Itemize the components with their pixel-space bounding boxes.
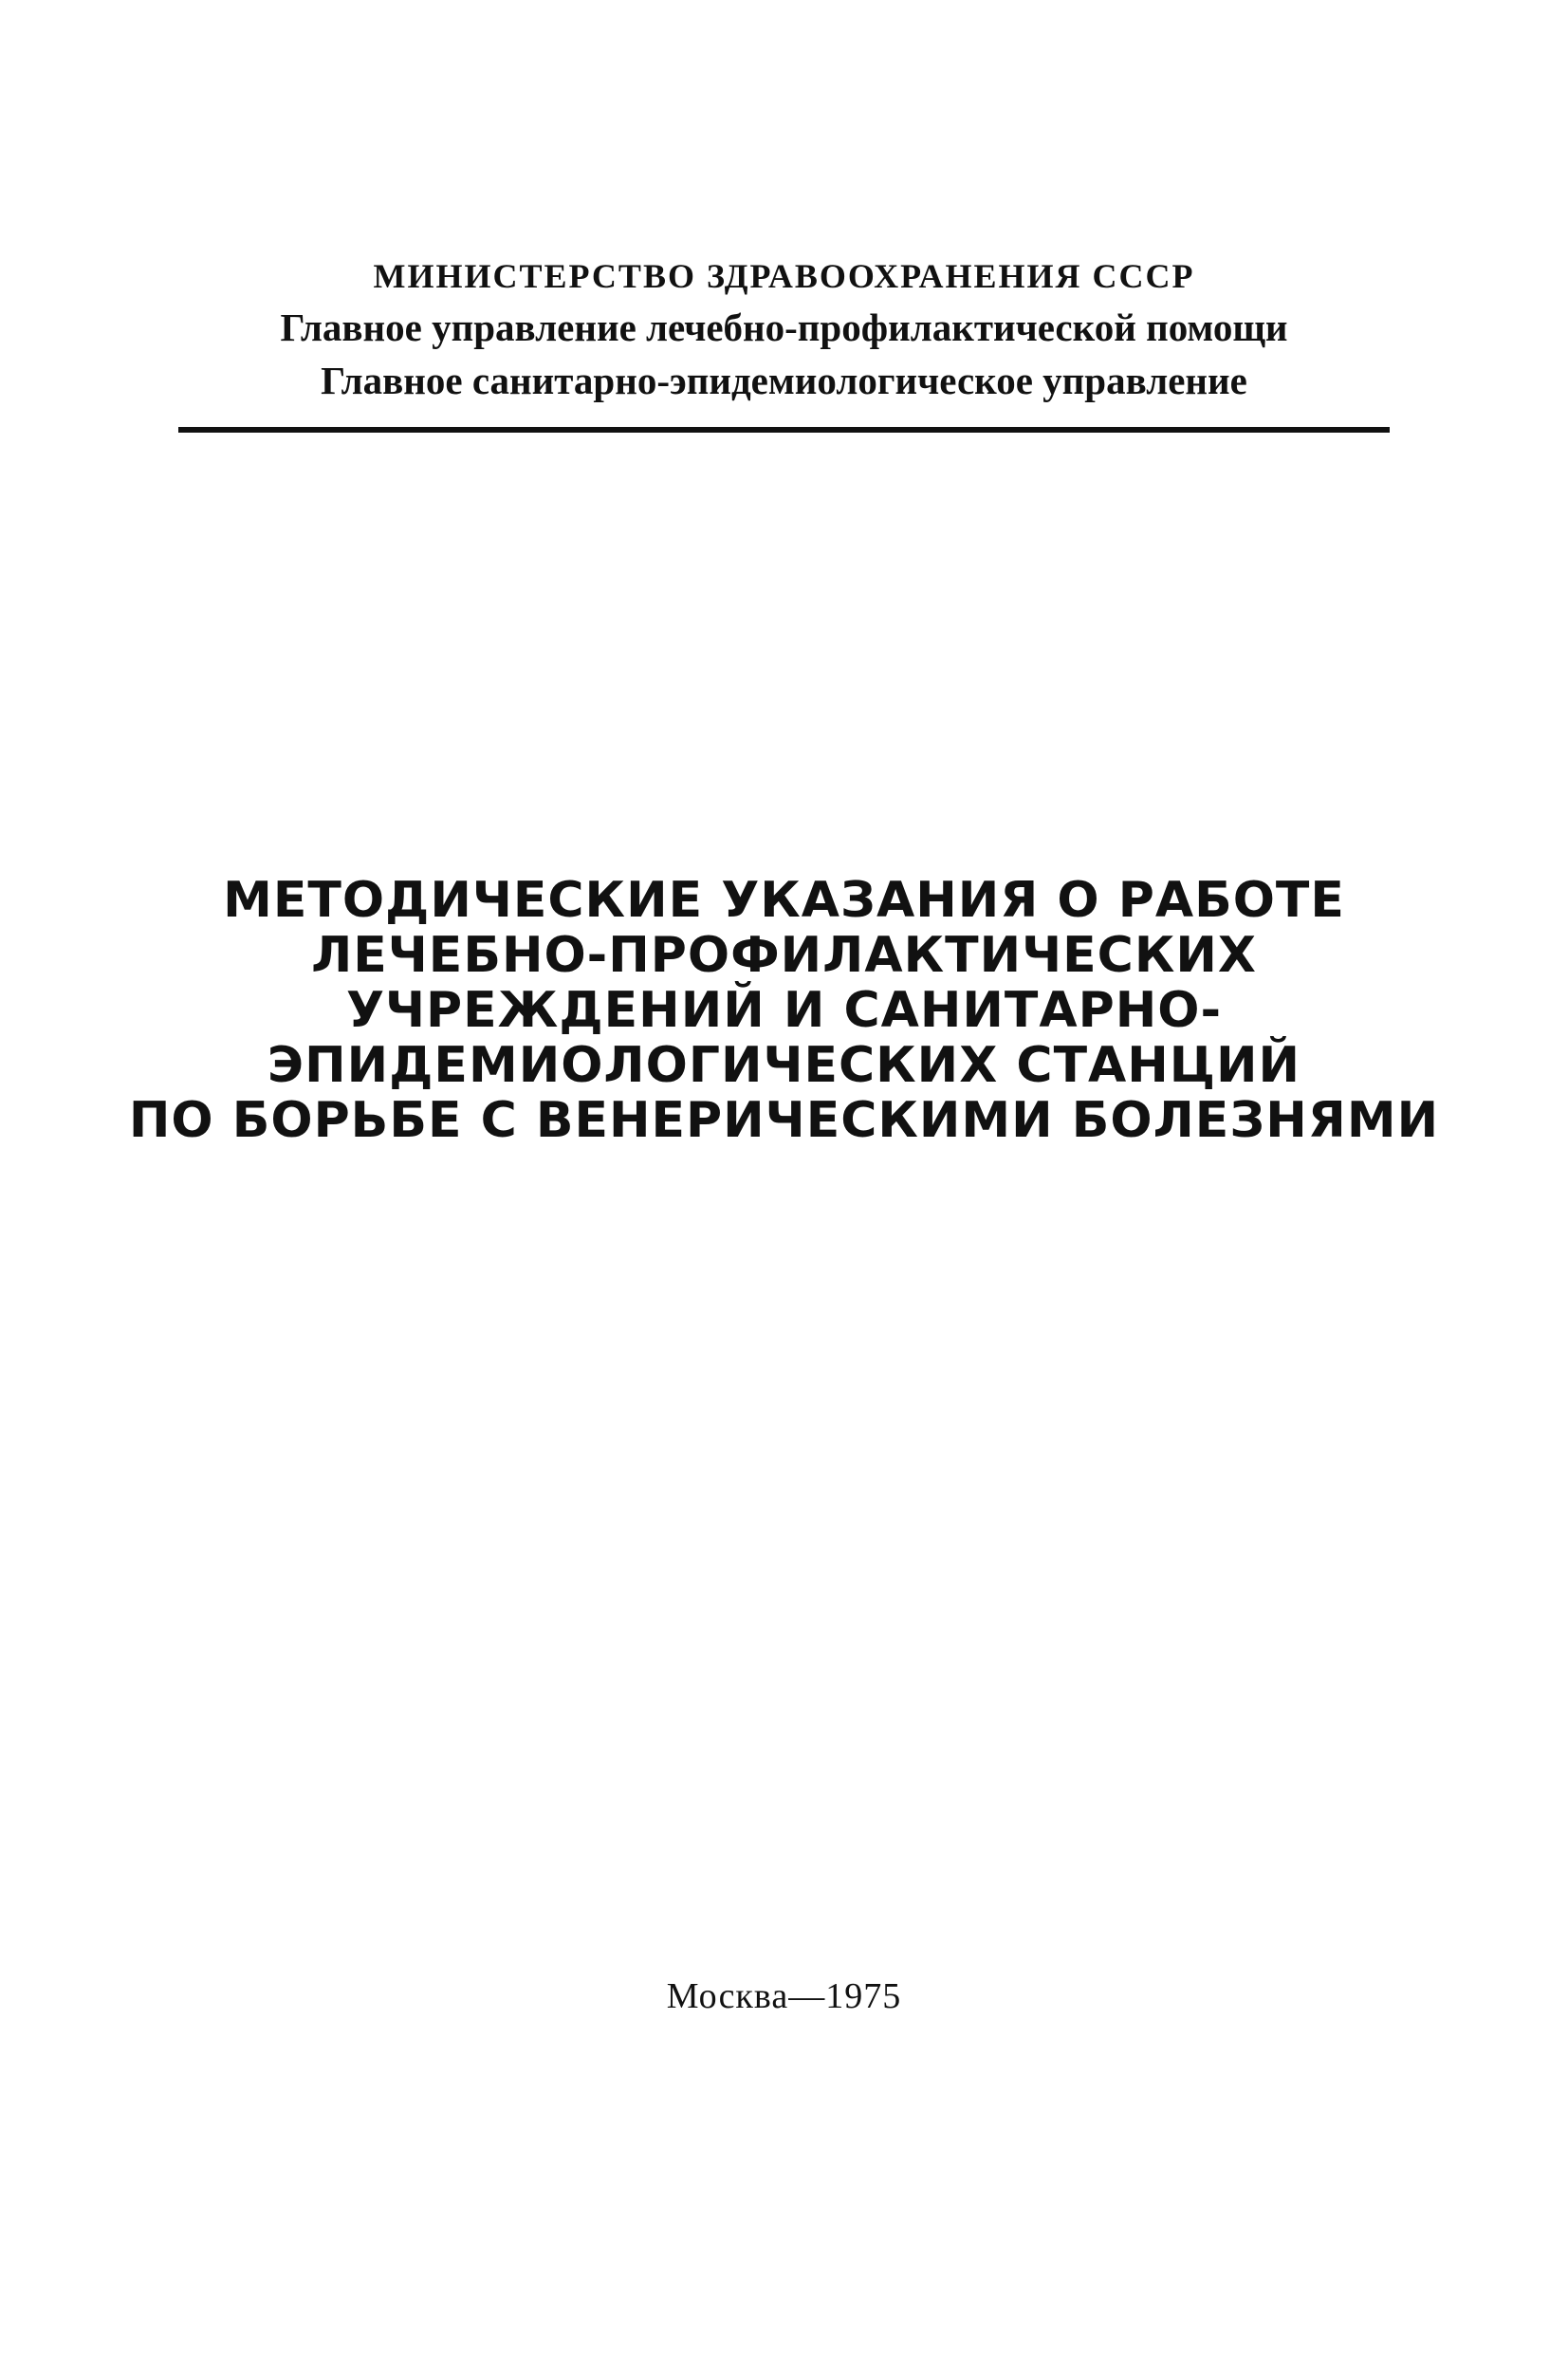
document-title xyxy=(0,873,1568,1148)
header-divider xyxy=(178,427,1390,433)
department-line: Главное управление лечебно-профилактической помощи xyxy=(280,306,1288,349)
title-line: УЧРЕЖДЕНИЙ И САНИТАРНО- xyxy=(345,982,1223,1039)
department-line: Главное санитарно-эпидемиологическое управление xyxy=(321,359,1247,402)
title-line: МЕТОДИЧЕСКИЕ УКАЗАНИЯ О РАБОТЕ xyxy=(223,872,1345,929)
publication-imprint: Москва—1975 xyxy=(666,1976,902,2016)
document-header xyxy=(0,251,1568,407)
title-line: ЭПИДЕМИОЛОГИЧЕСКИХ СТАНЦИЙ xyxy=(267,1037,1301,1094)
title-line: ПО БОРЬБЕ С ВЕНЕРИЧЕСКИМИ БОЛЕЗНЯМИ xyxy=(128,1092,1440,1149)
ministry-name: МИНИСТЕРСТВО ЗДРАВООХРАНЕНИЯ СССР xyxy=(373,257,1195,295)
title-line: ЛЕЧЕБНО-ПРОФИЛАКТИЧЕСКИХ xyxy=(311,927,1257,984)
